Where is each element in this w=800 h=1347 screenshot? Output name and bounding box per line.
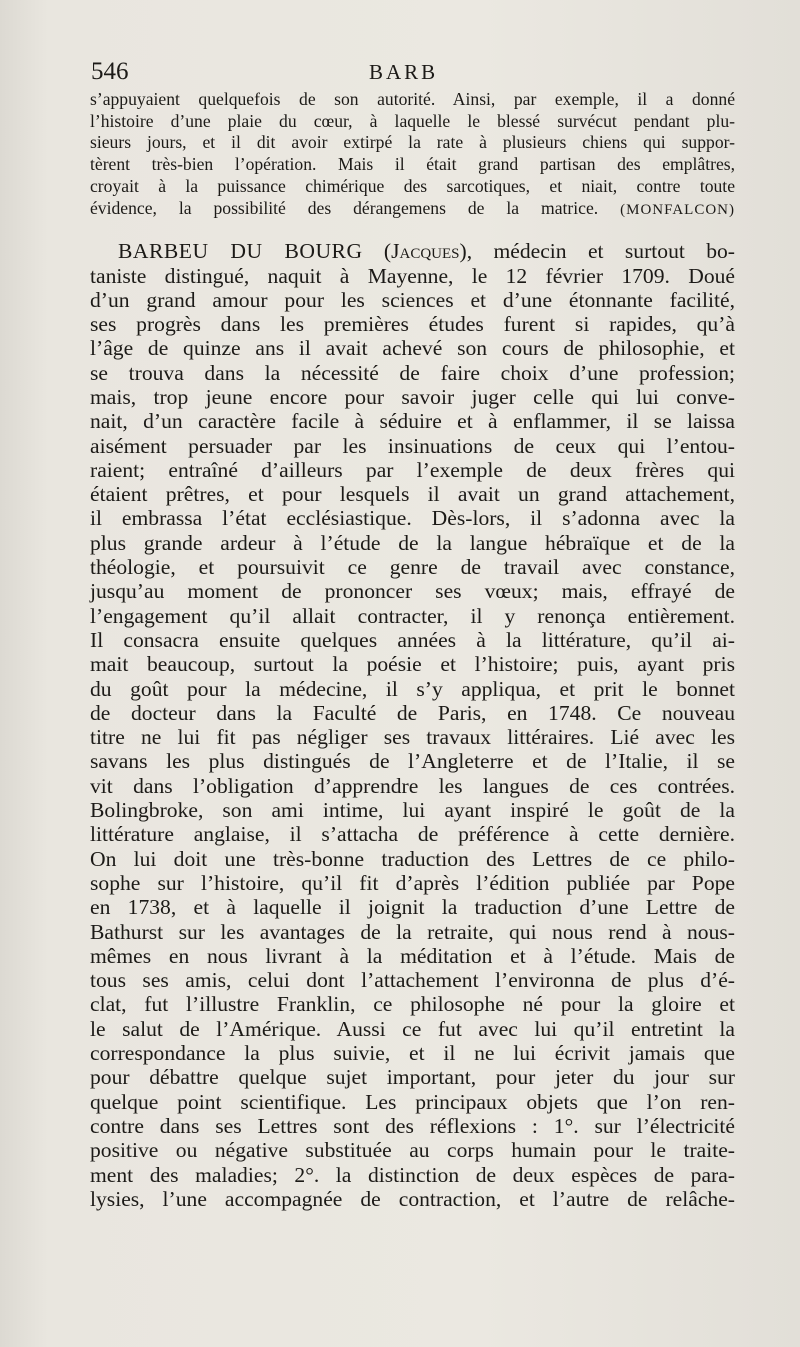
text-line: tous ses amis, celui dont l’attachement l’environna de plus d’é- [90,968,735,993]
text-line: plus grande ardeur à l’étude de la langue hébraïque et de la [90,530,735,555]
text-line: Bolingbroke, son ami intime, lui ayant inspiré le goût de la [90,798,735,823]
page-body [90,89,735,1211]
author-signature: (MONFALCON) [620,201,735,218]
text-line: théologie, et poursuivit ce genre de travail avec constance, [90,555,735,580]
text-line: l’engagement qu’il allait contracter, il y renonça entièrement. [90,603,735,628]
text-line: pour débattre quelque sujet important, pour jeter du jour sur [90,1065,735,1090]
text-line: évidence, la possibilité des dérangemens de la matrice. [90,197,599,218]
text-line: le salut de l’Amérique. Aussi ce fut avec lui qu’il entretint la [90,1016,735,1041]
text-line: ses progrès dans les premières études furent si rapides, qu’à [90,312,735,337]
page-header [91,58,731,88]
text-line: mait beaucoup, surtout la poésie et l’histoire; puis, ayant pris [90,652,735,677]
article-first-line: BARBEU DU BOURG (Jacques), médecin et surtout bo- [118,239,735,264]
text-line: savans les plus distingués de l’Angleterre et de l’Italie, il se [90,749,735,774]
article-forename: Jacques [391,239,460,264]
text-line: Bathurst sur les avantages de la retraite, qui nous rend à nous- [90,919,735,944]
text-line: On lui doit une très-bonne traduction des Lettres de ce philo- [90,846,735,871]
text-line: en 1738, et à laquelle il joignit la traduction d’une Lettre de [90,895,735,920]
text-line: nait, d’un caractère facile à séduire et à enflammer, il se laissa [90,409,735,434]
text-line: aisément persuader par les insinuations de ceux qui l’entou- [90,433,735,458]
article-headword: BARBEU DU BOURG [118,239,363,264]
text-line: mêmes en nous livrant à la méditation et à l’étude. Mais de [90,943,735,968]
text-line: jusqu’au moment de prononcer ses vœux; mais, effrayé de [90,579,735,604]
text-line: ), médecin et surtout bo- [459,239,735,264]
text-line: sophe sur l’histoire, qu’il fit d’après l’édition publiée par Pope [90,870,735,895]
text-line: quelque point scientifique. Les principaux objets que l’on ren- [90,1089,735,1114]
text-line: ment des maladies; 2°. la distinction de deux espèces de para- [90,1162,735,1187]
text-line: tèrent très-bien l’opération. Mais il était grand partisan des emplâtres, [90,154,735,175]
text-line: mais, trop jeune encore pour savoir juger celle qui lui conve- [90,385,735,409]
text-line: Il consacra ensuite quelques années à la littérature, qu’il ai- [90,627,735,652]
text-line: s’appuyaient quelquefois de son autorité. Ainsi, par exemple, il a donné [90,89,735,109]
text-line: de docteur dans la Faculté de Paris, en 1748. Ce nouveau [90,700,735,725]
text-line: contre dans ses Lettres sont des réflexions : 1°. sur l’électricité [90,1113,735,1138]
text-line: lysies, l’une accompagnée de contraction, et l’autre de relâche- [90,1186,735,1211]
text-line: se trouva dans la nécessité de faire choix d’une profession; [90,360,735,385]
previous-article-end [90,89,735,221]
text-line-with-author [90,198,735,222]
text-line: vit dans l’obligation d’apprendre les langues de ces contrées. [90,773,735,798]
text-line: positive ou négative substituée au corps humain pour le traite- [90,1138,735,1163]
text-line: littérature anglaise, il s’attacha de préférence à cette dernière. [90,822,735,847]
text-line: titre ne lui fit pas négliger ses travaux littéraires. Lié avec les [90,725,735,750]
text-line: du goût pour la médecine, il s’y appliqua, et prit le bonnet [90,676,735,701]
text-line: croyait à la puissance chimérique des sarcotiques, et niait, contre toute [90,175,735,196]
text-line: clat, fut l’illustre Franklin, ce philosophe né pour la gloire et [90,992,735,1017]
text-line: raient; entraîné d’ailleurs par l’exemple de deux frères qui [90,457,735,482]
text-line: correspondance la plus suivie, et il ne lui écrivit jamais que [90,1041,735,1066]
page-number: 546 [91,58,129,85]
text-line: d’un grand amour pour les sciences et d’une étonnante facilité, [90,287,735,312]
article-barbeu-du-bourg [90,239,735,1211]
text-line: l’âge de quinze ans il avait achevé son cours de philosophie, et [90,336,735,361]
text-line: l’histoire d’une plaie du cœur, à laquelle le blessé survécut pendant plu- [90,110,735,131]
text-line: il embrassa l’état ecclésiastique. Dès-lors, il s’adonna avec la [90,506,735,531]
text-line: étaient prêtres, et pour lesquels il avait un grand attachement, [90,482,735,507]
text-line: taniste distingué, naquit à Mayenne, le 12 février 1709. Doué [90,263,735,288]
text-line: sieurs jours, et il dit avoir extirpé la rate à plusieurs chiens qui suppor- [90,132,735,153]
running-head: BARB [369,60,439,84]
